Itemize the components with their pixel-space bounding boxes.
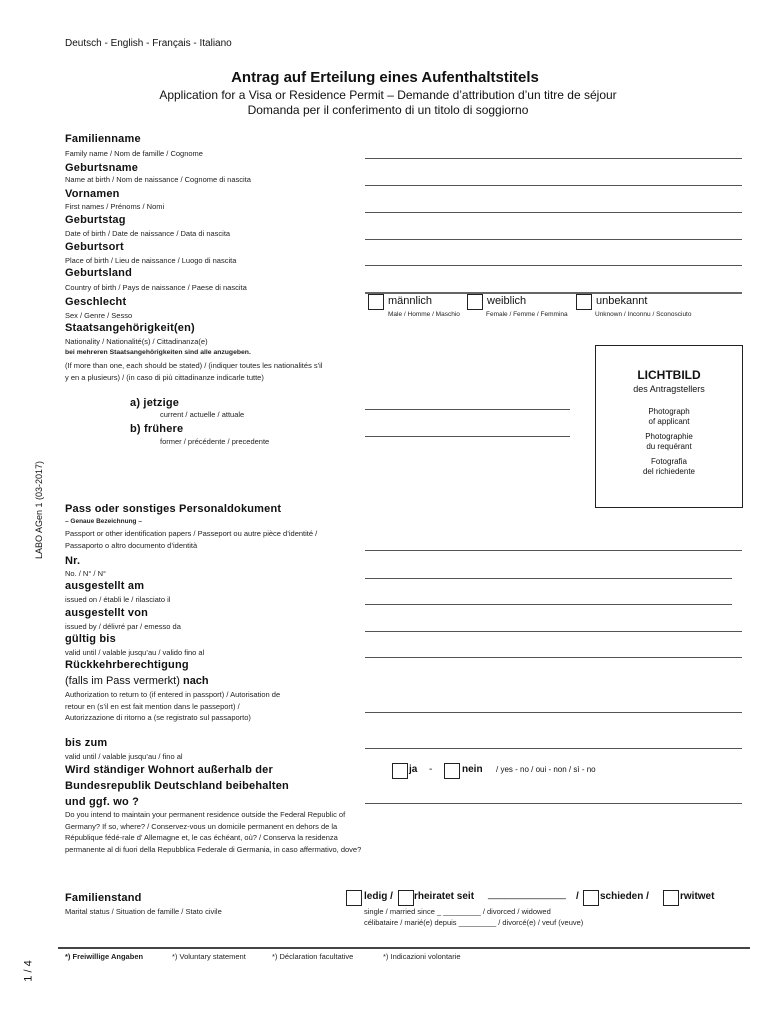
yes-label: ja: [409, 764, 418, 775]
divorced-label: schieden /: [600, 891, 649, 902]
residence-label: und ggf. wo ?: [65, 796, 140, 808]
residence-yes-checkbox[interactable]: [392, 763, 408, 779]
option-sub: Female / Femme / Femmina: [486, 311, 568, 318]
language-links[interactable]: Deutsch - English - Français - Italiano: [65, 38, 232, 49]
footer-note: *) Indicazioni volontarie: [383, 952, 461, 961]
return-to-input[interactable]: [365, 712, 742, 713]
birth-country-input[interactable]: [365, 292, 742, 294]
photo-it: Fotografia: [650, 457, 688, 466]
field-sub: Place of birth / Lieu de naissance / Luogo di nascita: [65, 256, 237, 265]
sex-label: Geschlecht: [65, 296, 127, 308]
field-sub: Country of birth / Pays de naissance / Paese di nascita: [65, 283, 247, 292]
option-sub: Male / Homme / Maschio: [388, 311, 460, 318]
footer-divider: [58, 947, 750, 949]
slash: /: [576, 891, 579, 902]
option-sub: Unknown / Inconnu / Sconosciuto: [595, 311, 692, 318]
field-label: Geburtsort: [65, 241, 124, 253]
former-nationality-input[interactable]: [365, 436, 570, 437]
footer-note: *) Déclaration facultative: [272, 952, 354, 961]
marital-options-sub: célibataire / marié(e) depuis _________ / divorcé(e) / veuf (veuve): [364, 918, 584, 927]
former-nationality-label: b) frühere: [130, 423, 184, 435]
former-nationality-sub: former / précédente / precedente: [160, 437, 270, 446]
current-nationality-input[interactable]: [365, 409, 570, 410]
photo-title: LICHTBILD: [637, 368, 701, 382]
passport-sub: Passport or other identification papers / Passeport ou autre pièce d’identité / Passaporto o altro documento d’identità: [65, 529, 318, 550]
residence-label: Wird ständiger Wohnort außerhalb der: [65, 764, 273, 776]
option-label: unbekannt: [596, 295, 648, 307]
birth-place-input[interactable]: [365, 265, 742, 266]
residence-sub: Do you intend to maintain your permanent residence outside the Federal Republic of Germany? If so, where? / Conservez-vous un domicile permanent en dehors de la République fédé-rale d’ Allemagne et, le cas échéant, où? / Conserva la residenza permanente al di fuori della Repubblica Federale di Germania, in caso affermativo, dove?: [65, 810, 362, 854]
passport-type-input[interactable]: [365, 550, 742, 551]
return-label2-text: (falls im Pass vermerkt): [65, 675, 183, 687]
footer-note: *) Freiwillige Angaben: [65, 952, 144, 961]
issued-on-input[interactable]: [365, 604, 732, 605]
until-input[interactable]: [365, 748, 742, 749]
return-label2-bold: nach: [182, 675, 209, 687]
field-sub: No. / N° / N°: [65, 569, 107, 578]
birth-date-input[interactable]: [365, 239, 742, 240]
residence-no-checkbox[interactable]: [444, 763, 460, 779]
single-checkbox[interactable]: [346, 890, 362, 906]
married-label: rheiratet seit: [414, 891, 475, 902]
option-label: weiblich: [487, 295, 527, 307]
return-label2: [65, 675, 209, 687]
marital-sub: Marital status / Situation de famille / Stato civile: [65, 907, 222, 916]
residence-where-input[interactable]: [365, 803, 742, 804]
marital-label: Familienstand: [65, 892, 142, 904]
field-label: Geburtsland: [65, 267, 132, 279]
nationality-note: bei mehreren Staatsangehörigkeiten sind alle anzugeben.: [65, 349, 251, 356]
footer-note: *) Voluntary statement: [172, 952, 246, 961]
form-code: LABO AGen 1 (03-2017): [34, 460, 45, 560]
return-sub: Authorization to return to (if entered in passport) / Autorisation de retour en (s’il en est fait mention dans le passeport) / Autorizzazione di ritorno a (se registrato sul passaporto): [65, 690, 281, 722]
page-number: 1 / 4: [22, 960, 35, 982]
first-names-input[interactable]: [365, 212, 742, 213]
marital-options-sub: single / married since _ _________ / divorced / widowed: [364, 907, 551, 916]
single-label: ledig /: [364, 891, 393, 902]
current-nationality-label: a) jetzige: [130, 397, 180, 409]
field-label: Geburtsname: [65, 162, 139, 174]
passport-number-input[interactable]: [365, 578, 732, 579]
field-label: Familienname: [65, 133, 141, 145]
passport-label: Pass oder sonstiges Personaldokument: [65, 503, 282, 515]
issued-by-input[interactable]: [365, 631, 742, 632]
widowed-label: rwitwet: [680, 891, 715, 902]
family-name-input[interactable]: [365, 158, 742, 159]
field-sub: Family name / Nom de famille / Cognome: [65, 149, 203, 158]
nationality-sub: Nationality / Nationalité(s) / Cittadinanza(e): [65, 337, 208, 346]
field-label: ausgestellt von: [65, 607, 149, 619]
until-label: bis zum: [65, 737, 108, 749]
photo-fr: Photographie: [645, 432, 693, 441]
until-sub: valid until / valable jusqu’au / fino al: [65, 752, 183, 761]
field-label: Vornamen: [65, 188, 120, 200]
valid-until-input[interactable]: [365, 657, 742, 658]
married-checkbox[interactable]: [398, 890, 414, 906]
field-label: gültig bis: [65, 633, 116, 645]
male-checkbox[interactable]: [368, 294, 384, 310]
option-label: männlich: [388, 295, 433, 307]
residence-label: Bundesrepublik Deutschland beibehalten: [65, 780, 289, 792]
return-label: Rückkehrberechtigung: [65, 659, 189, 671]
field-sub: issued on / établi le / rilasciato il: [65, 595, 171, 604]
field-label: Nr.: [65, 555, 81, 567]
no-label: nein: [462, 764, 483, 775]
form-subtitle-it: Domanda per il conferimento di un titolo di soggiorno: [247, 103, 529, 117]
field-sub: valid until / valable jusqu’au / valido fino al: [65, 648, 205, 657]
yes-no-sub: / yes - no / oui - non / sì - no: [496, 765, 596, 774]
passport-note: – Genaue Bezeichnung –: [65, 518, 142, 525]
dash: -: [429, 764, 433, 775]
form-subtitle: Application for a Visa or Residence Permit – Demande d’attribution d’un titre de séjour: [159, 88, 617, 102]
sex-sub: Sex / Genre / Sesso: [65, 311, 133, 320]
photo-sub: des Antragstellers: [633, 384, 705, 394]
field-sub: Date of birth / Date de naissance / Data di nascita: [65, 229, 231, 238]
photo-en: Photograph: [648, 407, 690, 416]
field-sub: issued by / délivré par / emesso da: [65, 622, 181, 631]
married-since-input[interactable]: ______________: [488, 889, 566, 900]
divorced-checkbox[interactable]: [583, 890, 599, 906]
form-title: Antrag auf Erteilung eines Aufenthaltstitels: [231, 69, 539, 86]
nationality-label: Staatsangehörigkeit(en): [65, 322, 195, 334]
photo-en: of applicant: [648, 417, 690, 426]
female-checkbox[interactable]: [467, 294, 483, 310]
unknown-checkbox[interactable]: [576, 294, 592, 310]
field-label: Geburtstag: [65, 214, 126, 226]
nationality-note-translations: (If more than one, each should be stated) / (indiquer toutes les nationalités s'il y en a plusieurs) / (in caso di più cittadinanze indicarle tutte): [65, 361, 323, 382]
current-nationality-sub: current / actuelle / attuale: [160, 410, 245, 419]
birth-name-input[interactable]: [365, 185, 742, 186]
field-sub: First names / Prénoms / Nomi: [65, 202, 165, 211]
widowed-checkbox[interactable]: [663, 890, 679, 906]
photo-it: del richiedente: [642, 467, 696, 476]
photo-box: [595, 345, 743, 508]
field-sub: Name at birth / Nom de naissance / Cognome di nascita: [65, 175, 251, 184]
field-label: ausgestellt am: [65, 580, 145, 592]
photo-fr: du requérant: [646, 442, 692, 451]
